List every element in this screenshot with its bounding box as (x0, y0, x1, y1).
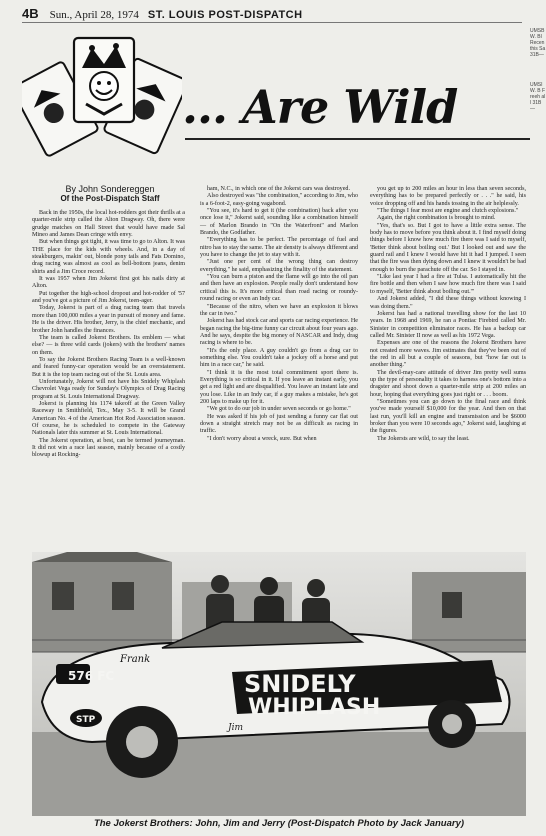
byline-author: By John Sondereggen (65, 184, 155, 194)
paragraph: "You can burn a piston and the flame will go into the oil pan and then have an explosion. People really don't understand how critical this is. It's more critical than road racing or roundy-round racing or even an Indy car. (200, 274, 358, 303)
paragraph: The team is called Jokerst Brothers. Its emblem — what else? — is three wild cards (jokers) with the brothers' names on them. (32, 334, 185, 356)
byline-staff: Of the Post-Dispatch Staff (60, 194, 160, 203)
article-column-3 (370, 186, 526, 443)
photo-caption: The Jokerst Brothers: John, Jim and Jerry (Post-Dispatch Photo by Jack January) (93, 818, 465, 829)
paragraph: Also destroyed was "the combination," according to Jim, who is a 6-foot-2, easy-going vagabond. (200, 193, 358, 207)
article-column-2 (200, 186, 358, 443)
paragraph: Today, Jokerst is part of a drag racing team that travels more than 100,000 miles a year in pursuit of money and fame. He is the driver. His brother, Jerry, is the chief mechanic, and brother John handles the finances. (32, 305, 185, 334)
gutter-text-1: UMSB W. BI Recen this Sa 31B— (530, 28, 546, 58)
paragraph: "Yes, that's so. But I got to have a little extra sense. The body has to move before you think about it. I find myself doing things before I know how much fire there was I said to myself, 'Better think about boiling out.' But I looked out and saw the guard rail and I knew I would have hit it had I jumped. I seen that the fire was then dying down and I knew it wouldn't be bad enough to burn the parachute off the car. So I stayed in. (370, 222, 526, 273)
paragraph: "It's the only place. A guy couldn't go from a drag car to something else. You couldn't take a jockey off a horse and put him in a race car," he said. (200, 347, 358, 369)
headline-rule (185, 138, 530, 140)
paragraph: you get up to 200 miles an hour in less than seven seconds, everything has to be prepared perfectly or . . ." he said, his voice dropping off and his hands tossing in the air helplessly. (370, 186, 526, 207)
page-folio (22, 6, 522, 23)
paragraph: Unfortunately, Jokerst will not have his Snidely Whiplash Chevrolet Vega ready for Sunday's Olympics of Drag Racing program at St. Louis International Dragway. (32, 378, 185, 400)
car-script-name: Frank (120, 654, 151, 665)
paragraph: "We got to do our job in under seven seconds or go home." (207, 406, 351, 413)
car-text-snidely: SNIDELY (244, 670, 356, 698)
joker-card-center-icon (74, 38, 134, 122)
paragraph: The devil-may-care attitude of driver Jim pretty well sums up the type of personality it takes to harness one's bottom into a dragster and shoot down a quarter-mile strip at 200 miles an hour, hoping that everything goes just right or . . . boom. (370, 369, 526, 398)
news-photo (32, 552, 526, 816)
paragraph: "Sometimes you can go down to the final race and think you've made yourself $10,000 for the year. And then on that last run, you'll kill an engine and transmission and be $6000 broker than you were 10 seconds ago," Jokerst said, laughing at the figures. (370, 398, 526, 435)
newspaper-name: ST. LOUIS POST-DISPATCH (147, 9, 303, 21)
page-number: 4B (22, 6, 39, 21)
paragraph: "I think it is the most total commitment sport there is. Everything is so critical in it. If you leave an instant early, you get a red light and are disqualified. You leave an instant late and you lose. Like in an Indy car, if a guy makes a mistake, he's got 200 laps to make up for it. (200, 369, 358, 405)
byline (30, 184, 190, 203)
photo-scene (32, 552, 526, 816)
issue-date: Sun., April 28, 1974 (49, 9, 139, 21)
car-number: 576 FC (68, 669, 115, 683)
paragraph: "You see, it's hard to get it (the combination) back after you once lose it," Jokerst said, sounding like a combination himself — of Marlon Brando in "On the Waterfront" and Marlon Brando, the Godfather. (200, 208, 358, 237)
headline: ... Are Wild (182, 80, 458, 134)
paragraph: The Jokerst operation, at best, can be termed journeyman. It did not win a race last season, mainly because of a costly blowup at Rocking- (32, 437, 185, 459)
paragraph: ham, N.C., in which one of the Jokerst cars was destroyed. (207, 186, 351, 192)
paragraph: Jokerst has had a national travelling show for the last 10 years. In 1968 and 1969, he ran a Pontiac Firebird called Mr. Sinister in competition eliminator races. He has a backup car called Mr. Sinister II now as well as his 1972 Vega. (370, 310, 526, 339)
paragraph: Again, the right combination is brought to mind. (377, 215, 496, 222)
car-driver-name: Jim (228, 723, 244, 733)
gutter-text-2: UMSI W. B Freeh all 31B— (530, 82, 546, 112)
paragraph: Jokerst has had stock car and sports car racing experience. He began racing the big-time funny car circuit about four years ago. And he says, despite the big money of NASCAR and Indy, drag racing is where to be. (200, 318, 358, 347)
stp-badge: STP (76, 715, 96, 725)
paragraph: "I don't worry about a wreck, sure. But when (207, 435, 317, 442)
adjacent-page-gutter (530, 28, 546, 116)
joker-cards-illustration (22, 30, 182, 160)
paragraph: Back in the 1950s, the local hot-rodders got their thrills at a quarter-mile strip called the Alton Dragway. Oh, there were grudge matches on Hall Street that would have made Sal Mineo and James Dean cringe with envy. (32, 210, 185, 239)
paragraph: Jokerst is planning his 1174 takeoff at the Green Valley Raceway in Smithfield, Tex., May 3-5. It will be Grand American No. 4 of the American Hot Rod Association season. Of course, he is scheduled to compete in the Gateway Nationals later this summer at St. Louis International. (32, 400, 185, 437)
paragraph: "Because of the nitro, when we have an explosion it blows the car in two." (200, 303, 358, 317)
paragraph: "The things I fear most are engine and clutch explosions." (377, 208, 519, 215)
paragraph: "Just one per cent of the wrong thing can destroy everything," he said, emphasizing the finality of the statement. (200, 259, 358, 273)
paragraph: Put together the high-school dropout and hot-rodder of '57 and you've got a picture of Jim Jokerst, teen-ager. (32, 290, 185, 305)
paragraph: To say the Jokerst Brothers Racing Team is a well-known and feared funny-car operation would be an overstatement. But it is the top team racing out of the St. Louis area. (32, 356, 185, 378)
paragraph: "Like last year I had a fire at Tulsa. I automatically hit the fire bottle and then when I saw how much fire there was I said to myself, 'Better think about boiling out.'" (370, 274, 526, 295)
article-column-1 (32, 210, 185, 460)
car-text-whiplash: WHIPLASH (248, 695, 381, 720)
paragraph: But when things got tight, it was time to go to Alton. It was THE place for the kids with wheels. And, in a day of steakburgers, makin' out, blonde pony tails and Fats Domino, drag racing was almost as cool as bell-bottom jeans, denim shirts and a Jim Croce record. (32, 239, 185, 275)
paragraph: "Everything has to be perfect. The percentage of fuel and nitro has to stay the same. The air density is always different and you have to change the jet to stay with it. (200, 237, 359, 259)
paragraph: He was asked if his job of just sending a funny car flat out down a straight stretch may not be as difficult as racing in traffic. (200, 413, 358, 435)
paragraph: Expenses are one of the reasons the Jokerst Brothers have not created more waves. Jim estimates that they've been out of the red in all but a couple of seasons, but "how far out is another thing." (370, 340, 526, 369)
paragraph: The Jokersts are wild, to say the least. (377, 435, 470, 442)
paragraph: And Jokerst added, "I did these things without knowing I was doing them." (370, 296, 526, 310)
paragraph: It was 1957 when Jim Jokerst first got his nails dirty at Alton. (32, 276, 185, 290)
